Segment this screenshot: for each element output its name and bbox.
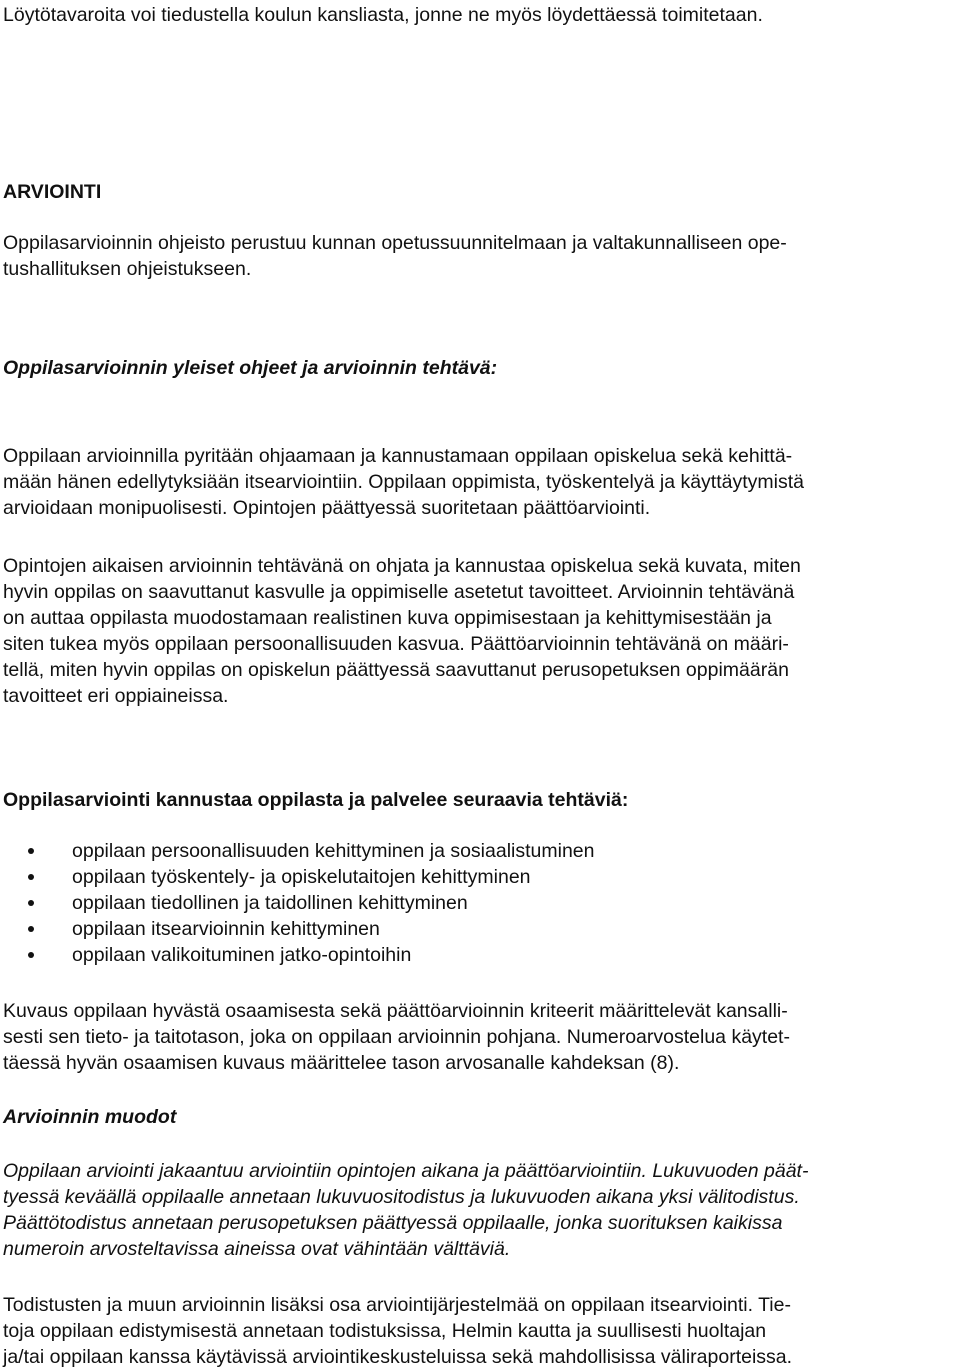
paragraph-line: Opintojen aikaisen arvioinnin tehtävänä on ohjata ja kannustaa opiskelua sekä kuvata, miten	[3, 555, 801, 577]
paragraph-line: hyvin oppilas on saavuttanut kasvulle ja oppimiselle asetetut tavoitteet. Arvioinnin tehtävänä	[3, 581, 795, 603]
paragraph-line: mään hänen edellytyksiään itsearviointiin. Oppilaan oppimista, työskentelyä ja käyttäytymistä	[3, 471, 804, 493]
heading-arviointi: ARVIOINTI	[3, 181, 102, 203]
paragraph-line: tyessä keväällä oppilaalle annetaan lukuvuositodistus ja lukuvuoden aikana yksi välitodistus.	[3, 1186, 800, 1208]
paragraph-line: Oppilaan arvioinnilla pyritään ohjaamaan ja kannustamaan oppilaan opiskelua sekä kehittä-	[3, 445, 793, 467]
bullet-icon	[28, 874, 34, 880]
paragraph-line: on auttaa oppilasta muodostamaan realistinen kuva oppimisestaan ja kehittymisestään ja	[3, 607, 772, 629]
list-item: oppilaan itsearvioinnin kehittyminen	[72, 918, 380, 940]
list-item: oppilaan työskentely- ja opiskelutaitojen kehittyminen	[72, 866, 531, 888]
list-item: oppilaan persoonallisuuden kehittyminen ja sosiaalistuminen	[72, 840, 595, 862]
paragraph-line: tavoitteet eri oppiaineissa.	[3, 685, 229, 707]
list-item: oppilaan valikoituminen jatko-opintoihin	[72, 944, 412, 966]
bullet-icon	[28, 848, 34, 854]
bullet-icon	[28, 900, 34, 906]
paragraph-line: Päättötodistus annetaan perusopetuksen päättyessä oppilaalle, jonka suorituksen kaikissa	[3, 1212, 783, 1234]
paragraph-line: tushallituksen ohjeistukseen.	[3, 258, 252, 280]
list-item: oppilaan tiedollinen ja taidollinen kehittyminen	[72, 892, 468, 914]
bullet-icon	[28, 926, 34, 932]
heading-arvioinnin-muodot: Arvioinnin muodot	[3, 1106, 177, 1128]
paragraph-line: numeroin arvosteltavissa aineissa ovat vähintään välttäviä.	[3, 1238, 511, 1260]
paragraph-line: Kuvaus oppilaan hyvästä osaamisesta sekä päättöarvioinnin kriteerit määrittelevät kansalli-	[3, 1000, 788, 1022]
paragraph-line: siten tukea myös oppilaan persoonallisuuden kasvua. Päättöarvioinnin tehtävänä on määri-	[3, 633, 789, 655]
heading-yleiset-ohjeet: Oppilasarvioinnin yleiset ohjeet ja arvioinnin tehtävä:	[3, 357, 498, 379]
bullet-icon	[28, 952, 34, 958]
paragraph-line: ja/tai oppilaan kanssa käytävissä arviointikeskusteluissa sekä mahdollisissa väliraporteissa.	[3, 1346, 793, 1368]
paragraph-line: Oppilasarvioinnin ohjeisto perustuu kunnan opetussuunnitelmaan ja valtakunnalliseen ope-	[3, 232, 787, 254]
paragraph-line: toja oppilaan edistymisestä annetaan todistuksissa, Helmin kautta ja suullisesti huoltajan	[3, 1320, 767, 1342]
intro-text: Löytötavaroita voi tiedustella koulun kansliasta, jonne ne myös löydettäessä toimitetaan.	[3, 4, 763, 26]
paragraph-line: sesti sen tieto- ja taitotason, joka on oppilaan arvioinnin pohjana. Numeroarvostelua käytet-	[3, 1026, 790, 1048]
paragraph-line: arvioidaan monipuolisesti. Opintojen päättyessä suoritetaan päättöarviointi.	[3, 497, 651, 519]
paragraph-line: Todistusten ja muun arvioinnin lisäksi osa arviointijärjestelmää on oppilaan itsearviointi. Tie-	[3, 1294, 791, 1316]
heading-tehtavat: Oppilasarviointi kannustaa oppilasta ja palvelee seuraavia tehtäviä:	[3, 789, 629, 811]
paragraph-line: täessä hyvän osaamisen kuvaus määrittelee tason arvosanalle kahdeksan (8).	[3, 1052, 680, 1074]
paragraph-line: Oppilaan arviointi jakaantuu arviointiin opintojen aikana ja päättöarviointiin. Lukuvuoden päät-	[3, 1160, 809, 1182]
paragraph-line: tellä, miten hyvin oppilas on opiskelun päättyessä saavuttanut perusopetuksen oppimäärän	[3, 659, 789, 681]
